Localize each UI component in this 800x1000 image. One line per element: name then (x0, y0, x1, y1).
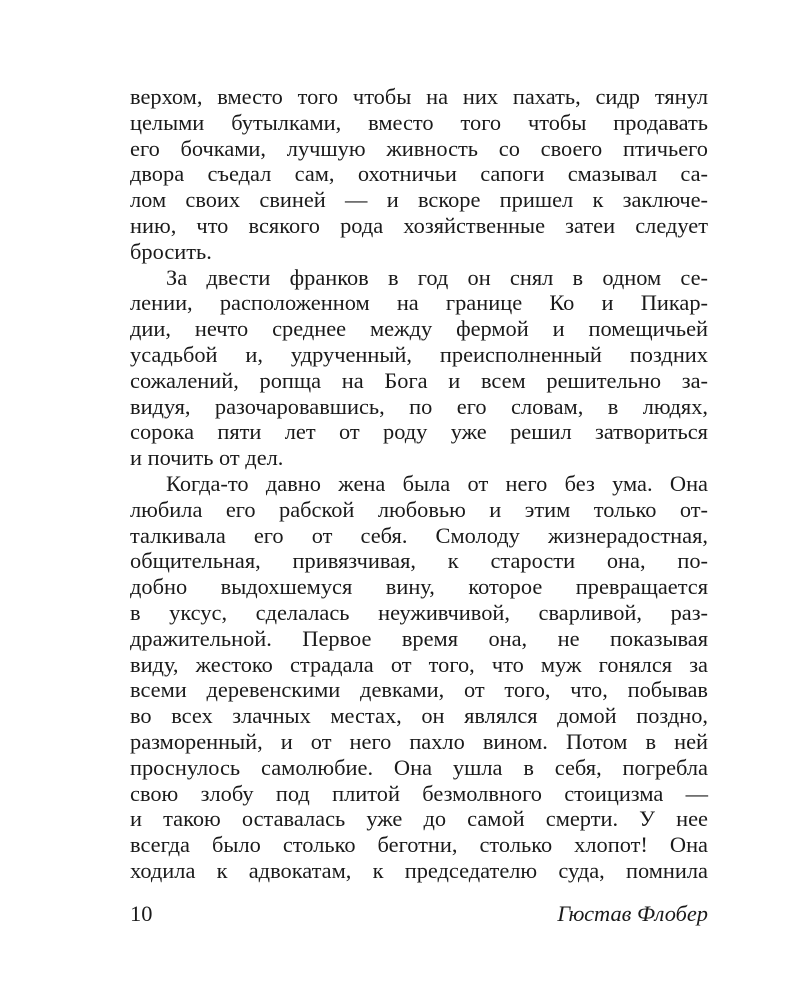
text-line: двора съедал сам, охотничьи сапоги смазывал са- (130, 161, 708, 187)
text-line: сожалений, ропща на Бога и всем решительно за- (130, 367, 708, 393)
text-line: талкивала его от себя. Смолоду жизнерадостная, (130, 522, 708, 548)
text-line: За двести франков в год он снял в одном се- (166, 264, 708, 290)
paragraph-3 (130, 471, 708, 884)
text-line: целыми бутылками, вместо того чтобы продавать (130, 109, 708, 135)
page-text (130, 84, 708, 884)
text-line: лении, расположенном на границе Ко и Пикар- (130, 290, 708, 316)
paragraph-1 (130, 84, 708, 265)
text-line: добно выдохшемуся вину, которое превращается (130, 574, 708, 600)
page-number: 10 (130, 901, 153, 926)
text-line: верхом, вместо того чтобы на них пахать, сидр тянул (130, 84, 708, 109)
text-line: общительная, привязчивая, к старости она, по- (130, 548, 708, 574)
text-line: в уксус, сделалась неуживчивой, сварливой, раз- (130, 599, 708, 625)
text-line: видуя, разочаровавшись, по его словам, в людях, (130, 393, 708, 419)
text-line: виду, жестоко страдала от того, что муж гонялся за (130, 651, 708, 677)
text-line: бросить. (130, 238, 212, 264)
text-line: любила его рабской любовью и этим только от- (130, 496, 708, 522)
text-line: Когда-то давно жена была от него без ума. Она (166, 470, 708, 496)
text-line: нию, что всякого рода хозяйственные затеи следует (130, 212, 708, 238)
text-line: и такою оставалась уже до самой смерти. У нее (130, 806, 708, 832)
text-line: во всех злачных местах, он являлся домой поздно, (130, 703, 708, 729)
text-line: всеми деревенскими девками, от того, что, побывав (130, 677, 708, 703)
text-line: всегда было столько беготни, столько хлопот! Она (130, 832, 708, 858)
text-line: разморенный, и от него пахло вином. Потом в ней (130, 728, 708, 754)
page-footer (130, 900, 708, 928)
text-line: ходила к адвокатам, к председателю суда, помнила (130, 857, 708, 883)
text-line: свою злобу под плитой безмолвного стоицизма — (130, 780, 708, 806)
text-line: лом своих свиней — и вскоре пришел к заключе- (130, 187, 708, 213)
text-line: проснулось самолюбие. Она ушла в себя, погребла (130, 754, 708, 780)
text-line: дии, нечто среднее между фермой и помещичьей (130, 316, 708, 342)
text-line: усадьбой и, удрученный, преисполненный поздних (130, 341, 708, 367)
text-line: дражительной. Первое время она, не показывая (130, 625, 708, 651)
text-line: и почить от дел. (130, 445, 284, 471)
text-line: сорока пяти лет от роду уже решил затвориться (130, 419, 708, 445)
paragraph-2 (130, 265, 708, 471)
text-line: его бочками, лучшую живность со своего птичьего (130, 135, 708, 161)
running-footer-author: Гюстав Флобер (557, 901, 708, 926)
